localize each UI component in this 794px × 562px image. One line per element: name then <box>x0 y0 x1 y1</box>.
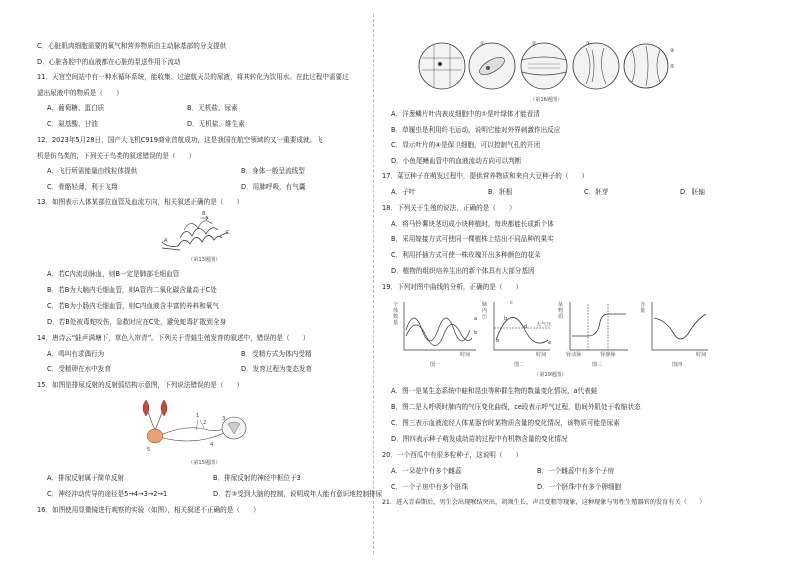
q12-option-d: D．用肺呼吸，有气囊 <box>241 183 306 191</box>
fig19-g2-xlabel: 时间 <box>536 352 547 358</box>
q19-option-d: D．图四表示种子萌发成幼苗的过程中有机物含量的变化情况 <box>391 435 568 443</box>
q13-option-b: B．若B为大脑内毛细血管，则A管内二氧化碳含量高于C处 <box>47 286 217 294</box>
fig16-label-4: ④ <box>670 48 675 54</box>
figure-15-reflex-arc <box>138 394 258 452</box>
fig19-graph1 <box>400 300 480 354</box>
q17-option-b: B．胚根 <box>488 188 513 196</box>
q14-stem: 14．唐诗云“蛙声满塘下，草色入帘青”。下列关于青蛙生殖发育的叙述中，错误的是（ ） <box>37 334 310 342</box>
fig19-g4-ylabel-1: 含 <box>640 302 646 308</box>
fig19-g3-xlabel-1: 肾动脉 <box>566 352 582 358</box>
fig15-label-1: 1 <box>196 413 200 419</box>
fig19-g2-point-d: d <box>524 324 528 330</box>
q13-stem: 13．如图表示人体某部位血管及血流方向，相关叙述正确的是（ ） <box>37 198 244 206</box>
fig19-graph3 <box>566 300 632 354</box>
column-divider <box>373 14 374 554</box>
q19-option-c: C．图三表示血液流经人体某器官时某物质含量的变化情况，该物质可能是尿素 <box>391 419 620 427</box>
q13-option-d: D．若B处被毒蛇咬伤，急救时应在C处，避免蛇毒扩散到全身 <box>47 318 227 326</box>
fig19-g2-ylabel <box>482 302 488 320</box>
q21-stem: 21．进入青春期后，男生会出现喉结突出、胡须生长、声音变粗等现象，这种现象与男性生殖器官的发育有关（ ） <box>382 499 706 506</box>
fig19-g2-ylabel-2: 内 <box>482 308 488 314</box>
q11-stem: 11．天宫空间站中有一种水循环系统，能收集、过滤航天员的尿液，将其转化为饮用水。在此过程中需要过 <box>37 73 349 81</box>
q17-option-d: D．胚轴 <box>680 188 705 196</box>
q15-stem: 15．如图是排尿反射的反射弧结构示意图，下列说法错误的是（ ） <box>37 381 244 389</box>
fig15-label-4: 4 <box>210 442 214 448</box>
q19-option-b: B．图二是人呼吸时肺内的气压变化曲线，ce段表示呼气过程，肋间外肌处于收缩状态 <box>391 403 641 411</box>
q12-stem: 12．2023年5月28日，国产大飞机C919商业首航成功，这是我国在航空领域的又一重要成就。飞 <box>37 136 323 144</box>
fig19-g3-ylabel-2: 物 <box>558 308 564 314</box>
fig15-label-2: 2 <box>203 420 207 426</box>
fig19-g1-ylabel-2: 体 <box>393 308 399 314</box>
fig19-g2-point-b: b <box>504 316 508 322</box>
q11-option-d: D．无机盐、维生素 <box>187 120 245 128</box>
q18-option-a: A．将马铃薯块茎切成小块种植时，每块都能长成新个体 <box>391 220 554 228</box>
fig19-g3-ylabel-1: 某 <box>558 302 564 308</box>
fig15-label-3: 3 <box>222 416 226 422</box>
fig16-label-1: ① <box>480 41 485 47</box>
q15-option-d: D．若③受到大脑的控制，说明成年人能有意识地控制排尿 <box>213 490 383 498</box>
q11-option-b: B．无机盐、尿素 <box>187 104 238 112</box>
q14-option-a: A．鸣叫有求偶行为 <box>47 350 105 358</box>
q15-option-b: B．排尿反射的神经中枢位于3 <box>213 474 301 482</box>
q12-stem-cont: 机是仿鸟类的，下列关于鸟类的叙述错误的是（ ） <box>37 152 196 160</box>
q16-option-c: C．显示叶片的④是保卫细胞，可以控制气孔的开闭 <box>391 141 540 149</box>
fig16-caption: （第16题图） <box>530 97 563 103</box>
fig19-g1-xlabel: 时间 <box>460 352 471 358</box>
q15-option-a: A．排尿反射属于简单反射 <box>47 474 125 482</box>
fig13-label-c: C <box>226 230 230 236</box>
q19-option-a: A．图一是某生态系统中蛙和昆虫等种群生物的数量变化情况，a代表蛙 <box>391 387 598 395</box>
fig19-g1-title: 图一 <box>430 362 441 368</box>
fig19-g1-ylabel-4: 量 <box>393 320 399 326</box>
q12-option-a: A．飞行所需能量由线粒体提供 <box>47 167 138 175</box>
q14-option-d: D．发育过程为变态发育 <box>241 365 313 373</box>
fig19-g3-title: 图三 <box>592 362 603 368</box>
fig19-g4-title: 图四 <box>672 362 683 368</box>
fig19-g3-ylabel-3: 质 <box>558 314 564 320</box>
q11-option-a: A．葡萄糖、蛋白质 <box>47 104 105 112</box>
fig13-caption: （第13题图） <box>188 257 221 263</box>
fig19-g2-atm-label: 大气压 <box>536 322 552 328</box>
q14-option-c: C．受精卵在水中发育 <box>47 365 111 373</box>
fig13-label-b: B <box>202 211 206 217</box>
fig19-g2-point-c: c <box>510 300 513 306</box>
q18-option-b: B．采用嫁接方式可使同一棵植株上结出不同品种的果实 <box>391 235 554 243</box>
fig19-g1-series-a: a <box>474 316 478 322</box>
fig15-label-5: 5 <box>147 447 151 453</box>
q20-option-c: C．一个子房中有多个胚珠 <box>391 483 469 491</box>
q20-option-a: A．一朵花中有多个雌蕊 <box>391 467 462 475</box>
fig13-label-a: A <box>164 238 168 244</box>
q13-option-c: C．若B为小肠内毛细血管，则C内血液含丰富的养料和氧气 <box>47 302 219 310</box>
figure-16-microscope-views <box>418 40 668 92</box>
q16-option-b: B．草履虫是利用纤毛运动，说明它能对外界刺激作出反应 <box>391 126 561 134</box>
fig19-g2-ylabel-3: 压 <box>482 314 488 320</box>
fig19-g2-title: 图二 <box>514 362 525 368</box>
q17-option-a: A．子叶 <box>391 188 416 196</box>
fig19-g4-ylabel <box>640 302 646 314</box>
fig16-label-3: ③ <box>586 41 591 47</box>
q20-option-b: B．一个雌蕊中有多个子房 <box>537 467 615 475</box>
q17-stem: 17．菜豆种子在萌发过程中，提供营养物质和来自大豆种子的（ ） <box>382 172 589 180</box>
fig19-g4-xlabel: 时间 <box>696 352 707 358</box>
fig19-caption: （第19题图） <box>534 372 567 378</box>
fig16-label-5: ⑤ <box>670 64 675 70</box>
q16-option-a: A．洋葱鳞片叶内表皮细胞中的①是叶绿体才能看清 <box>391 110 540 118</box>
q18-stem: 18．下列关于生殖的说法，正确的是（ ） <box>382 204 516 212</box>
q11-option-c: C．氨基酸、甘油 <box>47 120 98 128</box>
fig19-g1-ylabel-1: 个 <box>393 302 399 308</box>
q19-stem: 19．下列对图中曲线的分析，正确的是（ ） <box>382 283 523 291</box>
fig19-g1-ylabel-3: 数 <box>393 314 399 320</box>
q11-stem-cont: 滤出尿液中的物质是（ ） <box>37 89 123 97</box>
q16-option-d: D．小鱼尾鳍血管中的血液流动方向可以判断 <box>391 157 522 165</box>
fig15-caption: （第15题图） <box>188 460 221 466</box>
q13-option-a: A．若C内流动脉血，则B一定是肺部毛细血管 <box>47 270 180 278</box>
q10-option-d: D．心脏各腔中的血液都在心脏的泵送作用下流动 <box>37 58 181 66</box>
figure-13-blood-vessel <box>160 208 230 258</box>
q20-option-d: D．一个胚珠中有多个卵细胞 <box>537 483 622 491</box>
q18-option-d: D．植物的组织培养生出的新个体具有大部分基因 <box>391 267 535 275</box>
q20-stem: 20．一个西瓜中有很多粒种子，这说明（ ） <box>382 451 523 459</box>
q16-stem: 16．如图使用显微镜进行观察的实验（如图），相关叙述不正确的是（ ） <box>37 506 260 514</box>
fig19-g3-ylabel <box>558 302 564 320</box>
fig19-g2-point-e: e <box>548 340 552 346</box>
q14-option-b: B．受精方式为体内受精 <box>241 350 312 358</box>
fig19-graph4 <box>648 300 712 354</box>
q18-option-c: C．利用扦插方式可使一株玫瑰开出多种颜色的花朵 <box>391 251 541 259</box>
q12-option-b: B．身体一般呈流线型 <box>241 167 305 175</box>
fig19-g2-point-a: a <box>496 338 500 344</box>
q10-option-c: C．心脏肌肉细胞需要的氧气和营养物质由主动脉基部的分支提供 <box>37 42 227 50</box>
fig19-g3-xlabel-2: 肾静脉 <box>600 352 616 358</box>
fig19-g4-ylabel-2: 量 <box>640 308 646 314</box>
fig19-g2-ylabel-1: 肺 <box>482 302 488 308</box>
fig19-g1-ylabel <box>393 302 399 326</box>
q12-option-c: C．骨骼轻薄，利于飞翔 <box>47 183 118 191</box>
fig19-g1-series-b: b <box>474 330 478 336</box>
q17-option-c: C．胚芽 <box>584 188 609 196</box>
fig16-label-2: ② <box>532 41 537 47</box>
q15-option-c: C．神经冲动传导的途径是5→4→3→2→1 <box>47 490 168 498</box>
